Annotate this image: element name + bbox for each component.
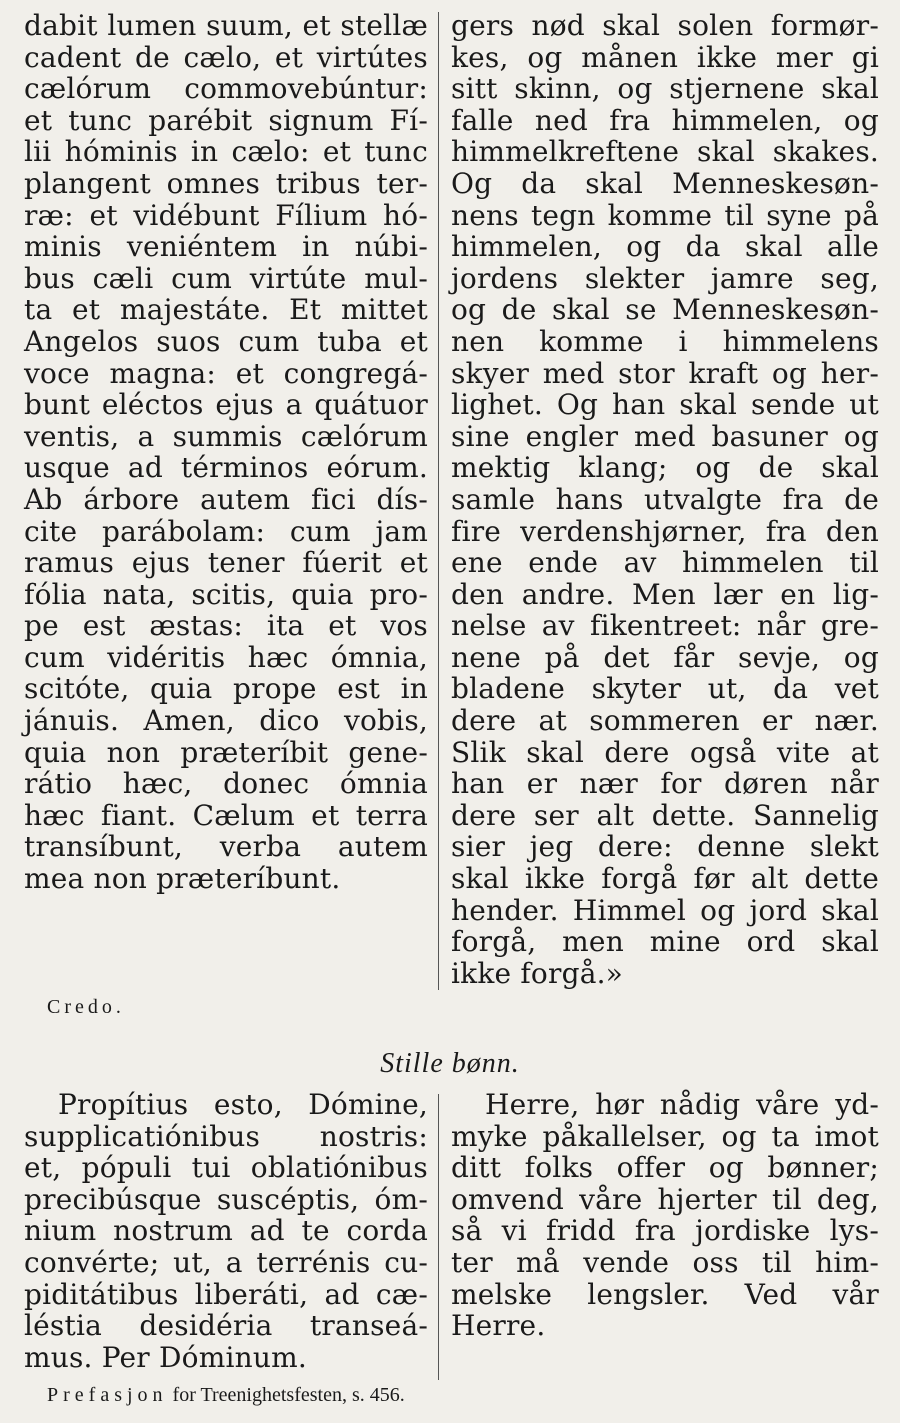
text-line: Propítius esto, Dómine, xyxy=(58,1088,428,1121)
text-line: bus cæli cum virtúte mul- xyxy=(24,261,428,295)
text-line: cælórum commovebúntur: xyxy=(24,72,428,106)
text-line: mea non præteríbunt. xyxy=(24,862,341,896)
text-line: skal ikke forgå før alt dette xyxy=(451,862,879,896)
text-line: ventis, a summis cælórum xyxy=(24,419,428,453)
secret-latin-column xyxy=(24,1089,428,1373)
text-line: sitt skinn, og stjernene skal xyxy=(451,72,879,106)
text-line: ditt folks offer og bønner; xyxy=(451,1151,879,1185)
text-line: bladene skyter ut, da vet xyxy=(451,672,879,706)
text-line: skyer med stor kraft og her- xyxy=(451,356,879,390)
text-line: nene på det får sevje, og xyxy=(451,640,879,674)
secret-heading: Stille bønn. xyxy=(380,1048,520,1079)
text-line: lighet. Og han skal sende ut xyxy=(451,388,879,422)
text-line: mus. Per Dóminum. xyxy=(24,1340,307,1374)
secret-norwegian-column xyxy=(451,1089,879,1342)
text-line: myke påkallelser, og ta imot xyxy=(451,1119,879,1153)
text-line: cite parábolam: cum jam xyxy=(24,514,428,548)
text-line: et tunc parébit signum Fí- xyxy=(24,103,428,137)
gospel-norwegian-column xyxy=(451,10,879,989)
text-line: minis veniéntem in núbi- xyxy=(24,230,428,264)
preface-label: Prefasjon xyxy=(47,1384,168,1406)
gospel-latin-column xyxy=(24,10,428,895)
text-line: usque ad términos eórum. xyxy=(24,451,428,485)
text-line: forgå, men mine ord skal xyxy=(451,925,879,959)
text-line: piditátibus liberáti, ad cæ- xyxy=(24,1277,428,1311)
text-line: rátio hæc, donec ómnia xyxy=(24,767,428,801)
credo-label: Credo. xyxy=(47,996,125,1018)
text-line: bunt eléctos ejus a quátuor xyxy=(24,388,428,422)
text-line: falle ned fra himmelen, og xyxy=(451,103,879,137)
text-line: hæc fiant. Cælum et terra xyxy=(24,798,428,832)
text-line: den andre. Men lær en lig- xyxy=(451,577,879,611)
text-line: melske lengsler. Ved vår xyxy=(451,1277,879,1311)
text-line: himmelen, og da skal alle xyxy=(451,230,879,264)
text-line: transíbunt, verba autem xyxy=(24,830,428,864)
text-line: cadent de cælo, et virtútes xyxy=(24,40,428,74)
text-line: gers nød skal solen formør- xyxy=(451,9,879,42)
text-line: supplicatiónibus nostris: xyxy=(24,1119,428,1153)
text-line: et, pópuli tui oblatiónibus xyxy=(24,1151,428,1185)
text-line: ter må vende oss til him- xyxy=(451,1245,879,1279)
text-line: nen komme i himmelens xyxy=(451,324,879,358)
text-line: nens tegn komme til syne på xyxy=(451,198,879,232)
text-line: så vi fridd fra jordiske lys- xyxy=(451,1214,879,1248)
text-line: ta et majestáte. Et mittet xyxy=(24,293,428,327)
text-line: plangent omnes tribus ter- xyxy=(24,166,428,200)
column-divider xyxy=(438,12,439,990)
text-line: ene ende av himmelen til xyxy=(451,546,879,580)
text-line: nium nostrum ad te corda xyxy=(24,1214,428,1248)
preface-text: for Treenighetsfesten, s. 456. xyxy=(172,1384,405,1406)
text-line: Slik skal dere også vite at xyxy=(451,735,879,769)
text-line: nelse av fikentreet: når gre- xyxy=(451,609,879,643)
text-line: jordens slekter jamre seg, xyxy=(451,261,879,295)
text-line: dabit lumen suum, et stellæ xyxy=(24,9,428,42)
text-line: Ab árbore autem fici dís- xyxy=(24,482,428,516)
text-line: léstia desidéria transeá- xyxy=(24,1309,428,1343)
text-line: ikke forgå.» xyxy=(451,956,624,990)
text-line: dere at sommeren er nær. xyxy=(451,704,879,738)
text-line: ræ: et vidébunt Fílium hó- xyxy=(24,198,428,232)
text-line: omvend våre hjerter til deg, xyxy=(451,1182,879,1216)
text-line: Og da skal Menneskesøn- xyxy=(451,166,879,200)
text-line: sier jeg dere: denne slekt xyxy=(451,830,879,864)
text-line: quia non præteríbit gene- xyxy=(24,735,428,769)
text-line: ramus ejus tener fúerit et xyxy=(24,546,428,580)
preface-reference xyxy=(47,1384,405,1407)
text-line: scitóte, quia prope est in xyxy=(24,672,428,706)
text-line: samle hans utvalgte fra de xyxy=(451,482,879,516)
text-line: precibúsque suscéptis, óm- xyxy=(24,1182,428,1216)
text-line: himmelkreftene skal skakes. xyxy=(451,135,879,169)
column-divider-secret xyxy=(438,1094,439,1380)
text-line: cum vidéritis hæc ómnia, xyxy=(24,640,428,674)
text-line: sine engler med basuner og xyxy=(451,419,879,453)
text-line: convérte; ut, a terrénis cu- xyxy=(24,1245,428,1279)
text-line: fire verdenshjørner, fra den xyxy=(451,514,879,548)
text-line: kes, og månen ikke mer gi xyxy=(451,40,879,74)
text-line: mektig klang; og de skal xyxy=(451,451,879,485)
text-line: fólia nata, scitis, quia pro- xyxy=(24,577,428,611)
text-line: hender. Himmel og jord skal xyxy=(451,893,879,927)
text-line: Herre. xyxy=(451,1309,546,1343)
text-line: og de skal se Menneskesøn- xyxy=(451,293,879,327)
text-line: Angelos suos cum tuba et xyxy=(24,324,428,358)
text-line: han er nær for døren når xyxy=(451,767,879,801)
text-line: jánuis. Amen, dico vobis, xyxy=(24,704,428,738)
text-line: dere ser alt dette. Sannelig xyxy=(451,798,879,832)
text-line: Herre, hør nådig våre yd- xyxy=(485,1088,879,1121)
text-line: voce magna: et congregá- xyxy=(24,356,428,390)
text-line: pe est æstas: ita et vos xyxy=(24,609,428,643)
text-line: lii hóminis in cælo: et tunc xyxy=(24,135,428,169)
